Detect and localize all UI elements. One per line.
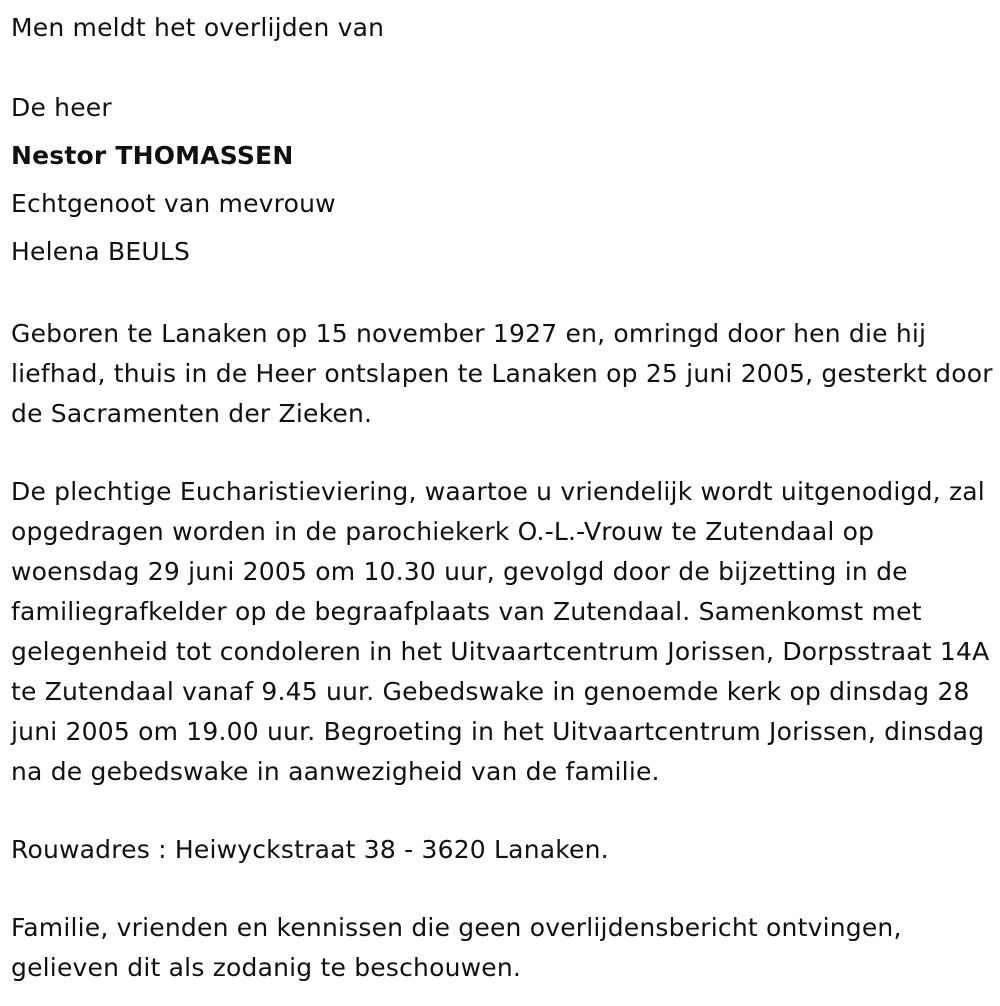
- death-notice: [11, 4, 996, 988]
- spacer: [11, 52, 996, 84]
- spacer: [11, 276, 996, 314]
- spouse-label: Echtgenoot van mevrouw: [11, 189, 336, 218]
- closing-paragraph: Familie, vrienden en kennissen die geen overlijdensbericht ontvingen, gelieven dit als zodanig te beschouwen.: [11, 913, 902, 982]
- birth-death-paragraph: Geboren te Lanaken op 15 november 1927 en, omringd door hen die hij liefhad, thuis in de Heer ontslapen te Lanaken op 25 juni 2005, gesterkt door de Sacramenten der Zieken.: [11, 319, 993, 428]
- spacer: [11, 792, 996, 830]
- spouse-name: Helena BEULS: [11, 237, 191, 266]
- deceased-name: Nestor THOMASSEN: [11, 141, 294, 170]
- ceremony-paragraph: De plechtige Eucharistieviering, waartoe u vriendelijk wordt uitgenodigd, zal opgedragen worden in de parochiekerk O.-L.-Vrouw te Zutendaal op woensdag 29 juni 2005 om 10.30 uur, gevolgd door de bijzetting in de familiegrafkelder op de begraafplaats van Zutendaal. Samenkomst met gelegenheid tot condoleren in het Uitvaartcentrum Jorissen, Dorpsstraat 14A te Zutendaal vanaf 9.45 uur. Gebedswake in genoemde kerk op dinsdag 28 juni 2005 om 19.00 uur. Begroeting in het Uitvaartcentrum Jorissen, dinsdag na de gebedswake in aanwezigheid van de familie.: [11, 477, 990, 786]
- mourning-address: Rouwadres : Heiwyckstraat 38 - 3620 Lanaken.: [11, 835, 609, 864]
- intro-text: Men meldt het overlijden van: [11, 13, 385, 42]
- spacer: [11, 870, 996, 908]
- salutation: De heer: [11, 93, 112, 122]
- spacer: [11, 434, 996, 472]
